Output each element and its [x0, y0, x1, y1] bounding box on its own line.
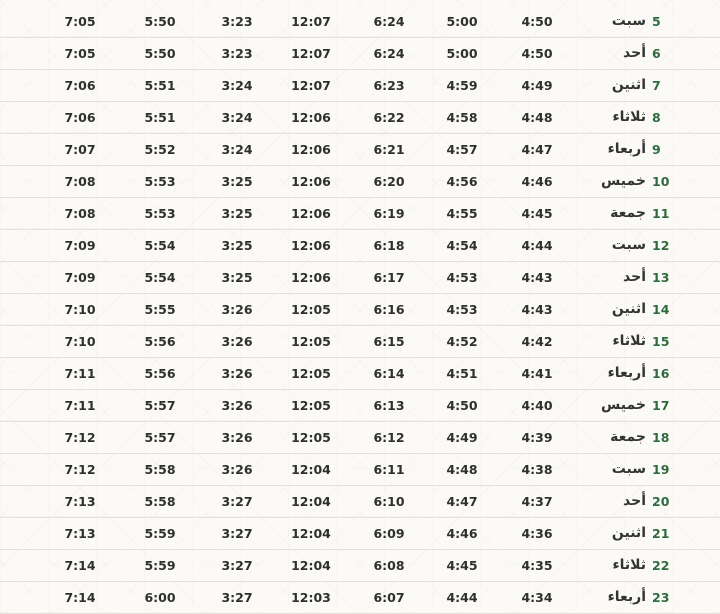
fajr-time: 4:45 — [446, 558, 478, 573]
shuruq-time: 6:16 — [373, 302, 405, 317]
dhuhr-time: 12:04 — [291, 526, 331, 541]
asr-time: 3:24 — [221, 78, 253, 93]
imsak-time: 4:35 — [521, 558, 553, 573]
isha-time: 7:12 — [64, 430, 96, 445]
asr-time: 3:26 — [221, 302, 253, 317]
imsak-time: 4:36 — [521, 526, 553, 541]
maghrib-time: 5:56 — [144, 334, 176, 349]
maghrib-time: 5:53 — [144, 206, 176, 221]
asr-time: 3:27 — [221, 526, 253, 541]
day-name: اثنين — [611, 301, 646, 317]
date-number: 19 — [652, 462, 670, 477]
fajr-time: 4:59 — [446, 78, 478, 93]
imsak-time: 4:45 — [521, 206, 553, 221]
asr-time: 3:25 — [221, 270, 253, 285]
imsak-time: 4:43 — [521, 270, 553, 285]
table-row — [0, 70, 720, 102]
maghrib-time: 5:59 — [144, 526, 176, 541]
shuruq-time: 6:17 — [373, 270, 405, 285]
shuruq-time: 6:19 — [373, 206, 405, 221]
dhuhr-time: 12:06 — [291, 270, 331, 285]
imsak-time: 4:40 — [521, 398, 553, 413]
maghrib-time: 5:57 — [144, 398, 176, 413]
date-number: 5 — [652, 14, 661, 29]
imsak-time: 4:41 — [521, 366, 553, 381]
asr-time: 3:25 — [221, 174, 253, 189]
maghrib-time: 6:00 — [144, 590, 176, 605]
isha-time: 7:09 — [64, 238, 96, 253]
dhuhr-time: 12:07 — [291, 14, 331, 29]
day-name: أربعاء — [607, 589, 646, 605]
shuruq-time: 6:07 — [373, 590, 405, 605]
shuruq-time: 6:21 — [373, 142, 405, 157]
table-row — [0, 390, 720, 422]
dhuhr-time: 12:05 — [291, 430, 331, 445]
shuruq-time: 6:23 — [373, 78, 405, 93]
asr-time: 3:23 — [221, 46, 253, 61]
date-number: 14 — [652, 302, 670, 317]
asr-time: 3:26 — [221, 334, 253, 349]
isha-time: 7:14 — [64, 590, 96, 605]
date-number: 15 — [652, 334, 670, 349]
imsak-time: 4:37 — [521, 494, 553, 509]
asr-time: 3:26 — [221, 462, 253, 477]
isha-time: 7:11 — [64, 398, 96, 413]
maghrib-time: 5:57 — [144, 430, 176, 445]
day-name: سبت — [611, 13, 646, 29]
table-row — [0, 486, 720, 518]
dhuhr-time: 12:06 — [291, 142, 331, 157]
fajr-time: 4:53 — [446, 302, 478, 317]
isha-time: 7:10 — [64, 302, 96, 317]
isha-time: 7:08 — [64, 174, 96, 189]
maghrib-time: 5:54 — [144, 270, 176, 285]
day-name: ثلاثاء — [612, 333, 646, 349]
shuruq-time: 6:10 — [373, 494, 405, 509]
fajr-time: 4:44 — [446, 590, 478, 605]
fajr-time: 4:56 — [446, 174, 478, 189]
isha-time: 7:08 — [64, 206, 96, 221]
dhuhr-time: 12:07 — [291, 78, 331, 93]
maghrib-time: 5:58 — [144, 462, 176, 477]
fajr-time: 5:00 — [446, 14, 478, 29]
asr-time: 3:26 — [221, 398, 253, 413]
shuruq-time: 6:22 — [373, 110, 405, 125]
imsak-time: 4:47 — [521, 142, 553, 157]
fajr-time: 4:48 — [446, 462, 478, 477]
dhuhr-time: 12:03 — [291, 590, 331, 605]
fajr-time: 4:50 — [446, 398, 478, 413]
fajr-time: 4:46 — [446, 526, 478, 541]
table-row — [0, 102, 720, 134]
shuruq-time: 6:20 — [373, 174, 405, 189]
asr-time: 3:26 — [221, 430, 253, 445]
date-number: 10 — [652, 174, 670, 189]
table-row — [0, 38, 720, 70]
asr-time: 3:24 — [221, 142, 253, 157]
maghrib-time: 5:51 — [144, 78, 176, 93]
isha-time: 7:10 — [64, 334, 96, 349]
day-name: أحد — [623, 269, 646, 285]
dhuhr-time: 12:05 — [291, 398, 331, 413]
fajr-time: 4:52 — [446, 334, 478, 349]
date-number: 9 — [652, 142, 661, 157]
table-row — [0, 454, 720, 486]
date-number: 12 — [652, 238, 670, 253]
day-name: أحد — [623, 493, 646, 509]
maghrib-time: 5:55 — [144, 302, 176, 317]
shuruq-time: 6:15 — [373, 334, 405, 349]
maghrib-time: 5:56 — [144, 366, 176, 381]
day-name: خميس — [601, 173, 646, 189]
fajr-time: 4:54 — [446, 238, 478, 253]
table-row — [0, 422, 720, 454]
fajr-time: 4:49 — [446, 430, 478, 445]
table-row — [0, 166, 720, 198]
day-name: أربعاء — [607, 141, 646, 157]
day-name: أحد — [623, 45, 646, 61]
dhuhr-time: 12:06 — [291, 206, 331, 221]
asr-time: 3:26 — [221, 366, 253, 381]
isha-time: 7:05 — [64, 46, 96, 61]
asr-time: 3:27 — [221, 558, 253, 573]
imsak-time: 4:34 — [521, 590, 553, 605]
imsak-time: 4:42 — [521, 334, 553, 349]
shuruq-time: 6:24 — [373, 46, 405, 61]
day-name: سبت — [611, 237, 646, 253]
dhuhr-time: 12:05 — [291, 334, 331, 349]
fajr-time: 5:00 — [446, 46, 478, 61]
maghrib-time: 5:53 — [144, 174, 176, 189]
isha-time: 7:11 — [64, 366, 96, 381]
asr-time: 3:25 — [221, 206, 253, 221]
day-name: اثنين — [611, 525, 646, 541]
fajr-time: 4:58 — [446, 110, 478, 125]
dhuhr-time: 12:07 — [291, 46, 331, 61]
dhuhr-time: 12:04 — [291, 558, 331, 573]
date-number: 20 — [652, 494, 670, 509]
table-row — [0, 294, 720, 326]
dhuhr-time: 12:06 — [291, 110, 331, 125]
maghrib-time: 5:58 — [144, 494, 176, 509]
date-number: 23 — [652, 590, 670, 605]
table-row — [0, 358, 720, 390]
day-name: أربعاء — [607, 365, 646, 381]
imsak-time: 4:44 — [521, 238, 553, 253]
isha-time: 7:12 — [64, 462, 96, 477]
date-number: 17 — [652, 398, 670, 413]
date-number: 6 — [652, 46, 661, 61]
asr-time: 3:24 — [221, 110, 253, 125]
imsak-time: 4:50 — [521, 14, 553, 29]
date-number: 8 — [652, 110, 661, 125]
isha-time: 7:06 — [64, 78, 96, 93]
asr-time: 3:27 — [221, 590, 253, 605]
dhuhr-time: 12:05 — [291, 366, 331, 381]
fajr-time: 4:51 — [446, 366, 478, 381]
table-row — [0, 582, 720, 614]
shuruq-time: 6:09 — [373, 526, 405, 541]
maghrib-time: 5:50 — [144, 14, 176, 29]
date-number: 16 — [652, 366, 670, 381]
imsak-time: 4:49 — [521, 78, 553, 93]
fajr-time: 4:55 — [446, 206, 478, 221]
isha-time: 7:07 — [64, 142, 96, 157]
day-name: جمعة — [610, 205, 646, 221]
isha-time: 7:05 — [64, 14, 96, 29]
date-number: 18 — [652, 430, 670, 445]
shuruq-time: 6:11 — [373, 462, 405, 477]
shuruq-time: 6:18 — [373, 238, 405, 253]
fajr-time: 4:57 — [446, 142, 478, 157]
fajr-time: 4:53 — [446, 270, 478, 285]
isha-time: 7:06 — [64, 110, 96, 125]
maghrib-time: 5:50 — [144, 46, 176, 61]
table-row — [0, 230, 720, 262]
imsak-time: 4:46 — [521, 174, 553, 189]
dhuhr-time: 12:06 — [291, 238, 331, 253]
imsak-time: 4:50 — [521, 46, 553, 61]
isha-time: 7:13 — [64, 526, 96, 541]
dhuhr-time: 12:04 — [291, 462, 331, 477]
day-name: ثلاثاء — [612, 557, 646, 573]
imsak-time: 4:39 — [521, 430, 553, 445]
isha-time: 7:14 — [64, 558, 96, 573]
table-row — [0, 198, 720, 230]
date-number: 22 — [652, 558, 670, 573]
imsak-time: 4:48 — [521, 110, 553, 125]
day-name: جمعة — [610, 429, 646, 445]
day-name: خميس — [601, 397, 646, 413]
dhuhr-time: 12:06 — [291, 174, 331, 189]
imsak-time: 4:38 — [521, 462, 553, 477]
maghrib-time: 5:54 — [144, 238, 176, 253]
day-name: اثنين — [611, 77, 646, 93]
table-row — [0, 518, 720, 550]
table-row — [0, 262, 720, 294]
shuruq-time: 6:24 — [373, 14, 405, 29]
day-name: سبت — [611, 461, 646, 477]
asr-time: 3:25 — [221, 238, 253, 253]
isha-time: 7:09 — [64, 270, 96, 285]
date-number: 7 — [652, 78, 661, 93]
isha-time: 7:13 — [64, 494, 96, 509]
asr-time: 3:23 — [221, 14, 253, 29]
maghrib-time: 5:59 — [144, 558, 176, 573]
table-row — [0, 326, 720, 358]
dhuhr-time: 12:04 — [291, 494, 331, 509]
date-number: 21 — [652, 526, 670, 541]
table-row — [0, 6, 720, 38]
shuruq-time: 6:14 — [373, 366, 405, 381]
maghrib-time: 5:51 — [144, 110, 176, 125]
shuruq-time: 6:12 — [373, 430, 405, 445]
table-row — [0, 134, 720, 166]
date-number: 13 — [652, 270, 670, 285]
asr-time: 3:27 — [221, 494, 253, 509]
fajr-time: 4:47 — [446, 494, 478, 509]
day-name: ثلاثاء — [612, 109, 646, 125]
date-number: 11 — [652, 206, 670, 221]
dhuhr-time: 12:05 — [291, 302, 331, 317]
shuruq-time: 6:13 — [373, 398, 405, 413]
maghrib-time: 5:52 — [144, 142, 176, 157]
imsak-time: 4:43 — [521, 302, 553, 317]
table-row — [0, 550, 720, 582]
shuruq-time: 6:08 — [373, 558, 405, 573]
